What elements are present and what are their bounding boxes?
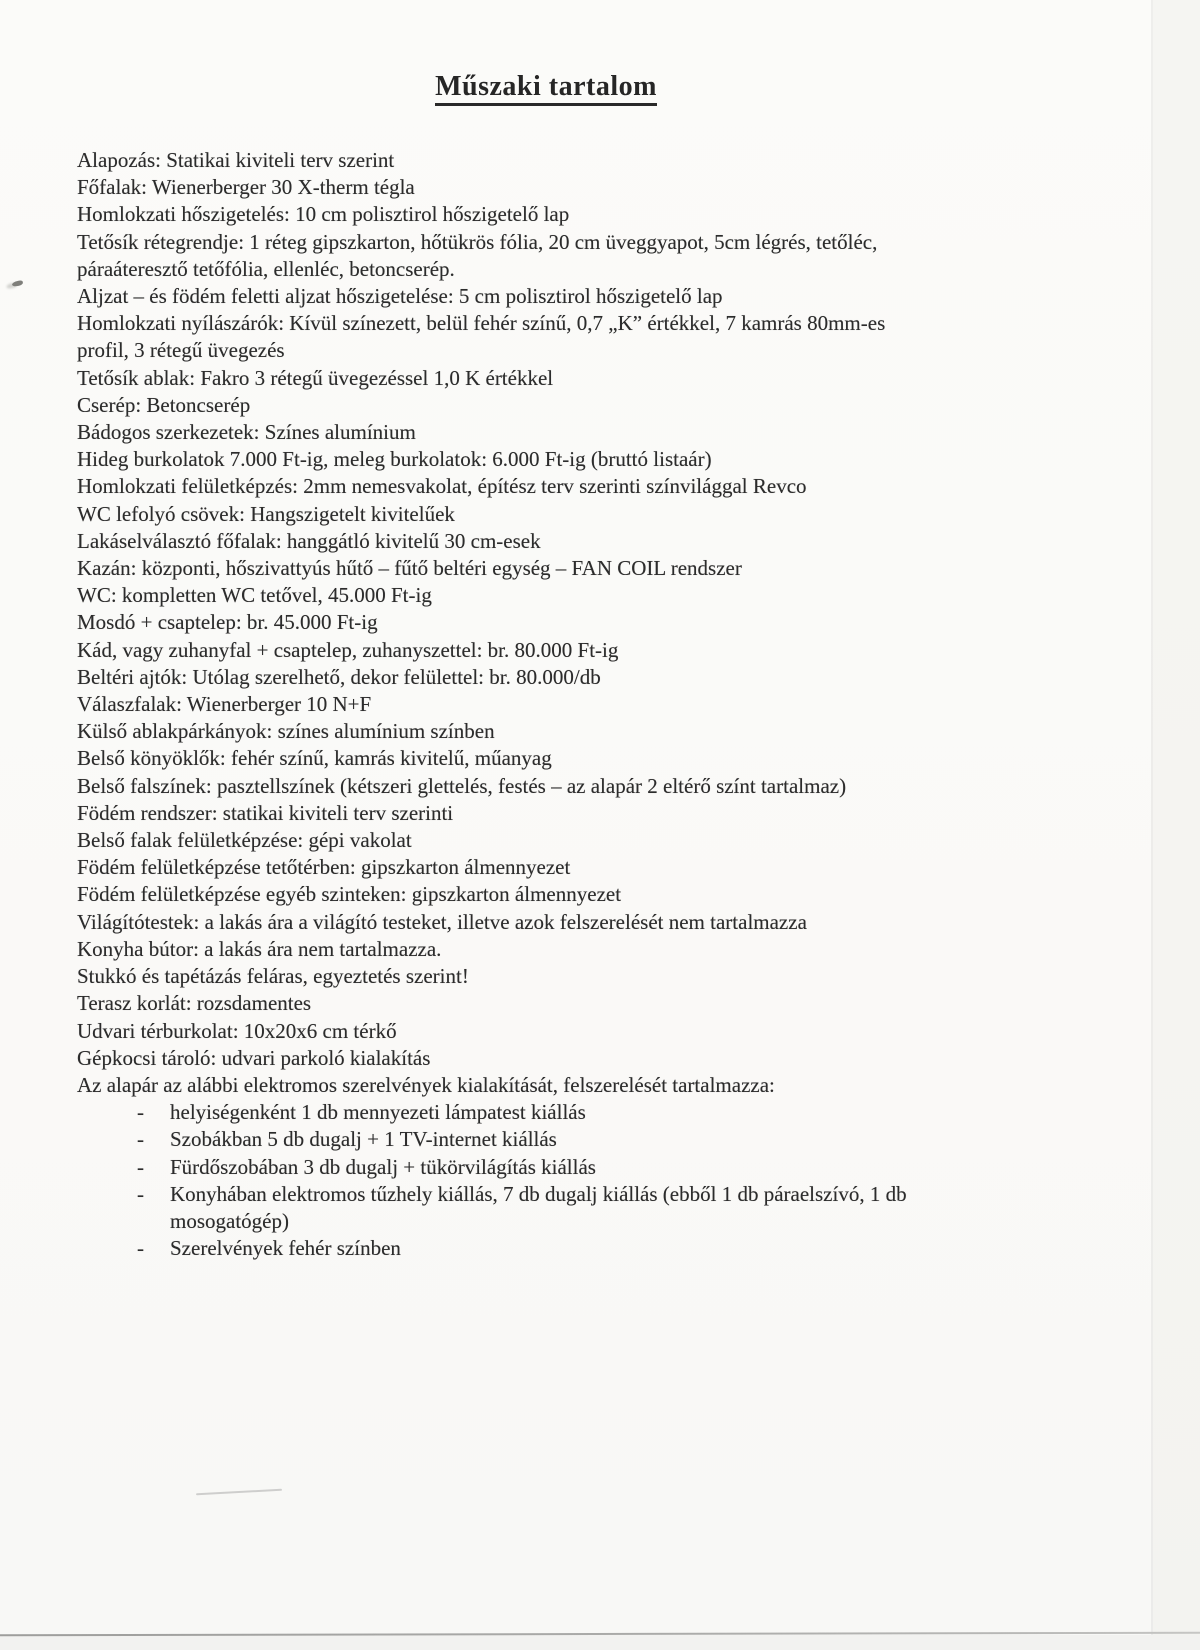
spec-line: Mosdó + csaptelep: br. 45.000 Ft-ig [77, 610, 378, 635]
bullet-item [77, 1154, 1015, 1181]
spec-line: Főfalak: Wienerberger 30 X-therm tégla [77, 175, 415, 200]
spec-line: WC: kompletten WC tetővel, 45.000 Ft-ig [77, 583, 432, 608]
spec-line: Homlokzati nyílászárók: Kívül színezett, belül fehér színű, 0,7 „K” értékkel, 7 kamrás 80mm-es [77, 311, 886, 336]
bullet-dash: - [137, 1181, 144, 1206]
spec-line: WC lefolyó csövek: Hangszigetelt kivitelűek [77, 501, 455, 526]
bullet-text: Szerelvények fehér színben [170, 1236, 401, 1261]
spec-line: Beltéri ajtók: Utólag szerelhető, dekor felülettel: br. 80.000/db [77, 664, 601, 689]
bullet-text: Konyhában elektromos tűzhely kiállás, 7 db dugalj kiállás (ebből 1 db páraelszívó, 1 db [170, 1181, 907, 1206]
scan-speck [12, 280, 24, 287]
bullet-item [77, 1099, 1015, 1126]
spec-line: Tetősík rétegrendje: 1 réteg gipszkarton, hőtükrös fólia, 20 cm üveggyapot, 5cm légrés, tetőléc, [77, 229, 878, 254]
bullet-dash: - [137, 1154, 144, 1179]
bullet-text: Fürdőszobában 3 db dugalj + tükörvilágítás kiállás [170, 1154, 596, 1179]
spec-line: Kazán: központi, hőszivattyús hűtő – fűtő beltéri egység – FAN COIL rendszer [77, 556, 742, 581]
scan-right-edge [1151, 0, 1153, 1650]
spec-line: Homlokzati felületképzés: 2mm nemesvakolat, építész terv szerinti színvilággal Revco [77, 474, 807, 499]
page-title-text: Műszaki tartalom [435, 71, 657, 106]
bullet-text: helyiségenként 1 db mennyezeti lámpatest kiállás [170, 1100, 586, 1125]
spec-line: Külső ablakpárkányok: színes alumínium színben [77, 719, 495, 744]
spec-line: Lakáselválasztó főfalak: hanggátló kivitelű 30 cm-esek [77, 528, 541, 553]
spec-line: Tetősík ablak: Fakro 3 rétegű üvegezéssel 1,0 K értékkel [77, 365, 554, 390]
scan-bottom-band [0, 1635, 1200, 1650]
spec-line: Cserép: Betoncserép [77, 392, 251, 417]
spec-line: Kád, vagy zuhanyfal + csaptelep, zuhanyszettel: br. 80.000 Ft-ig [77, 637, 619, 662]
spec-line: Homlokzati hőszigetelés: 10 cm polisztirol hőszigetelő lap [77, 202, 570, 227]
bullet-dash: - [137, 1100, 144, 1125]
bullet-item [77, 1126, 1015, 1153]
spec-line: Az alapár az alábbi elektromos szerelvények kialakítását, felszerelését tartalmazza: [77, 1072, 775, 1097]
spec-line: profil, 3 rétegű üvegezés [77, 338, 285, 363]
bullet-item [77, 1235, 1015, 1262]
spec-line: Világítótestek: a lakás ára a világító testeket, illetve azok felszerelését nem tartalmazza [77, 909, 807, 934]
scan-scratch [196, 1489, 282, 1495]
text-block [77, 147, 1015, 1262]
spec-line: Födém felületképzése tetőtérben: gipszkarton álmennyezet [77, 855, 571, 880]
spec-line: Belső könyöklők: fehér színű, kamrás kivitelű, műanyag [77, 746, 552, 771]
spec-line: Stukkó és tapétázás feláras, egyeztetés szerint! [77, 964, 469, 989]
bullet-text: Szobákban 5 db dugalj + 1 TV-internet kiállás [170, 1127, 557, 1152]
spec-line: Belső falszínek: pasztellszínek (kétszeri glettelés, festés – az alapár 2 eltérő színt tartalmaz) [77, 773, 847, 798]
bullet-dash: - [137, 1236, 144, 1261]
spec-line: Gépkocsi tároló: udvari parkoló kialakítás [77, 1045, 431, 1070]
spec-line: Aljzat – és födém feletti aljzat hőszigetelése: 5 cm polisztirol hőszigetelő lap [77, 284, 723, 309]
bullet-item [77, 1181, 1015, 1208]
spec-line: Konyha bútor: a lakás ára nem tartalmazza. [77, 936, 442, 961]
spec-line: Belső falak felületképzése: gépi vakolat [77, 828, 412, 853]
page-title [77, 70, 1015, 104]
spec-line: Válaszfalak: Wienerberger 10 N+F [77, 692, 372, 717]
spec-line: Hideg burkolatok 7.000 Ft-ig, meleg burkolatok: 6.000 Ft-ig (bruttó listaár) [77, 447, 712, 472]
spec-line: Födém rendszer: statikai kiviteli terv szerinti [77, 800, 454, 825]
scan-right-band [1153, 0, 1200, 1650]
spec-line: Alapozás: Statikai kiviteli terv szerint [77, 148, 395, 172]
spec-line: Bádogos szerkezetek: Színes alumínium [77, 420, 416, 445]
spec-line: Terasz korlát: rozsdamentes [77, 991, 312, 1016]
spec-line: Udvari térburkolat: 10x20x6 cm térkő [77, 1018, 397, 1043]
spec-line: páraáteresztő tetőfólia, ellenléc, betoncserép. [77, 256, 455, 281]
bullet-dash: - [137, 1127, 144, 1152]
spec-line: Födém felületképzése egyéb szinteken: gipszkarton álmennyezet [77, 882, 622, 907]
spec-line: mosogatógép) [170, 1208, 289, 1233]
